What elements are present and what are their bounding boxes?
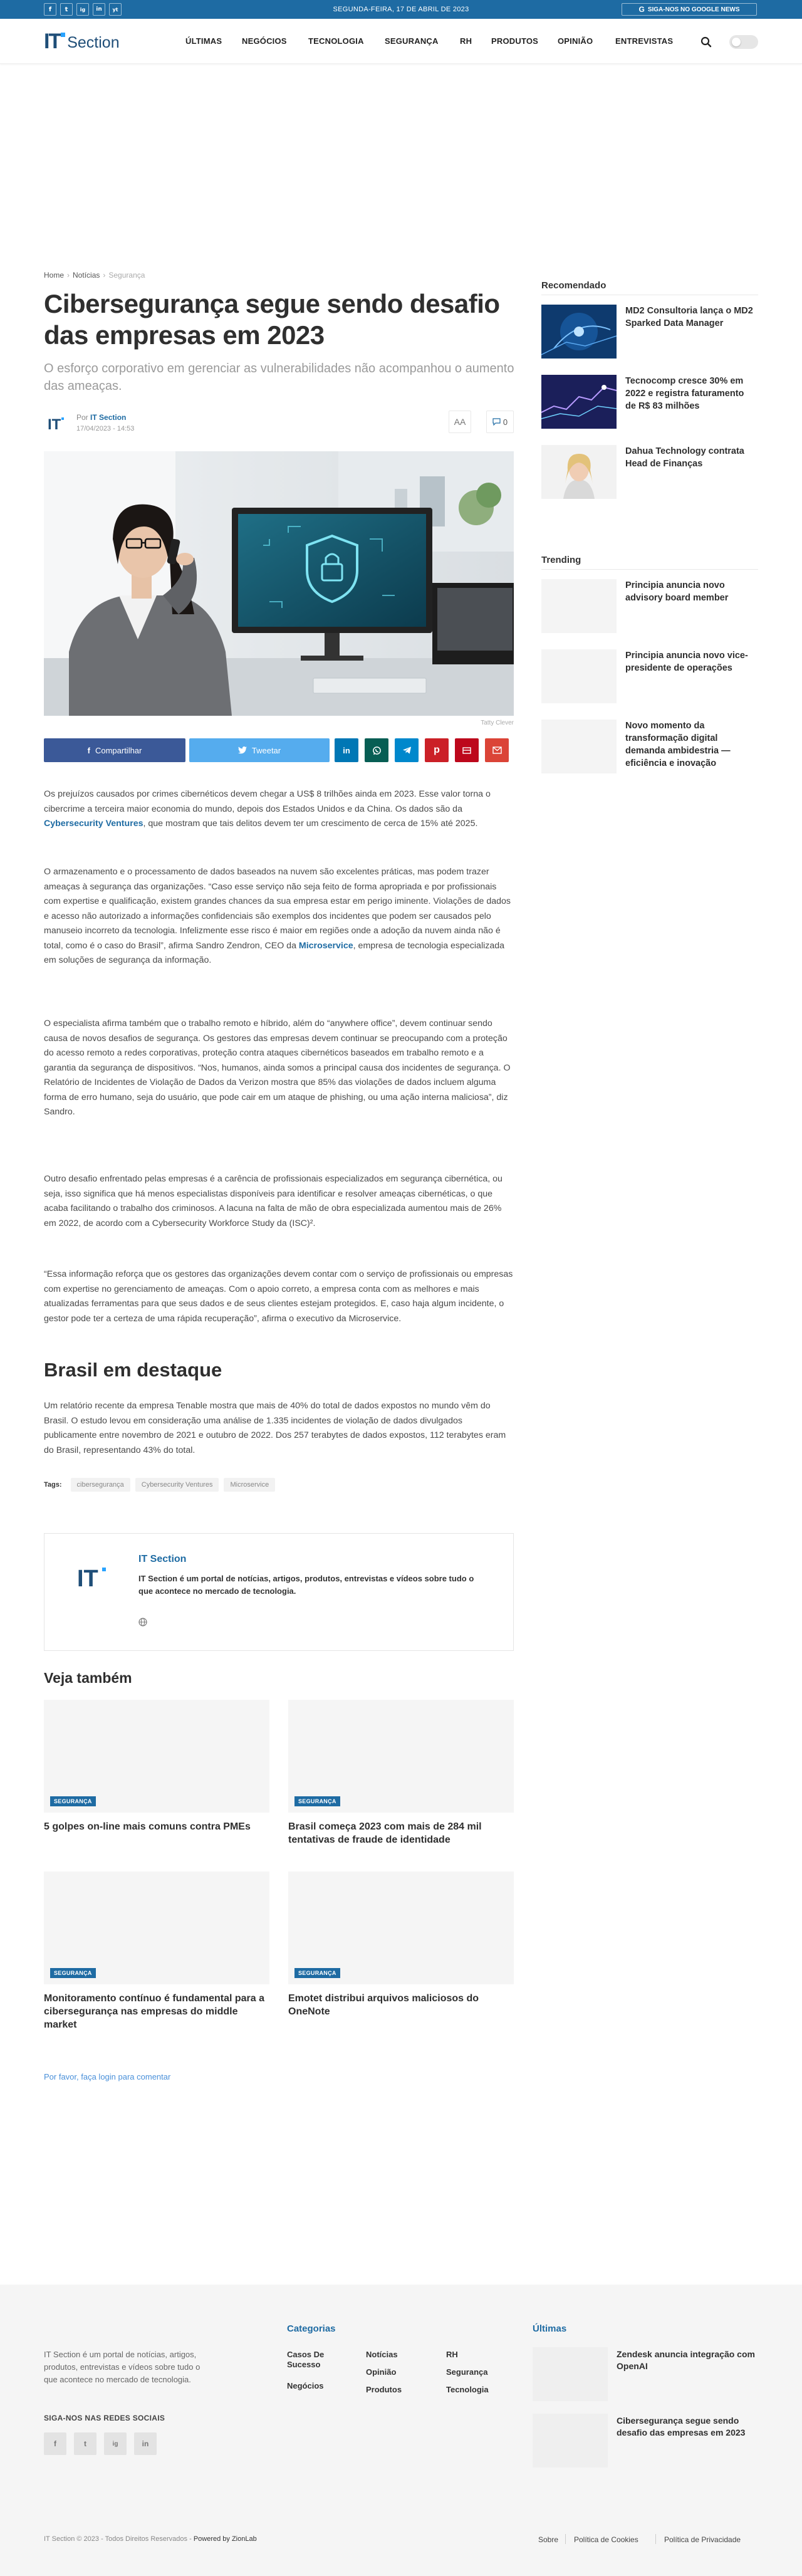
article-paragraph-2 xyxy=(44,865,514,968)
recommended-thumbnail[interactable] xyxy=(541,445,617,499)
related-title[interactable]: 5 golpes on-line mais comuns contra PMEs xyxy=(44,1821,251,1832)
recommended-heading: Recomendado xyxy=(541,280,607,291)
telegram-icon xyxy=(402,746,412,755)
trending-thumbnail[interactable] xyxy=(541,649,617,703)
article-paragraph-3: O especialista afirma também que o trabalho remoto e híbrido, além do “anywhere office”, devem continuar sendo causa de novos desafios de segurança. Os gestores das empresas devem continuar se preocupando com a proteção do acesso remoto a redes corporativas, proteção contra ataques cibernéticos baseados em trabalho remoto e a garantia da segurança de dispositivos. “Nos, humanos, ainda somos a principal causa dos incidentes de segurança. O Relatório de Incidentes de Violação de Dados da Verizon mostra que 85% das violações de dados incluem alguma forma de erro humano, seja do usuário, que pode cair em um ataque de phishing, ou uma ação interna maliciosa”, diz Sandro. xyxy=(44,1018,511,1117)
footer-link-sobre[interactable]: Sobre xyxy=(538,2535,559,2544)
footer-category-link[interactable]: Segurança xyxy=(446,2367,488,2377)
category-badge[interactable]: SEGURANÇA xyxy=(50,1796,96,1806)
breadcrumb xyxy=(44,271,145,280)
nav-seguranca[interactable]: SEGURANÇA xyxy=(385,36,439,46)
article-paragraph-5: “Essa informação reforça que os gestores das organizações devem contar com o serviço de profissionais ou empresas com expertise no gerenciamento de ameaças. Com o apoio correto, a empresa conta com as melhores e mais atualizadas ferramentas para que seus dados e de seus clientes estejam protegidos. E, caso haja algum incidente, o gestor pode ter a certeza de uma rápida recuperação”, afirma o executivo da Microservice. xyxy=(44,1269,513,1324)
top-bar xyxy=(0,0,802,19)
youtube-icon[interactable]: yt xyxy=(109,3,122,16)
comments-button[interactable] xyxy=(486,411,514,433)
google-news-button[interactable] xyxy=(622,3,757,16)
twitter-icon xyxy=(238,746,247,754)
related-thumbnail[interactable] xyxy=(44,1872,269,1984)
tag-item[interactable]: cibersegurança xyxy=(71,1478,130,1492)
footer-follow-label: SIGA-NOS NAS REDES SOCIAIS xyxy=(44,2414,165,2422)
twitter-icon[interactable]: t xyxy=(74,2432,96,2455)
recommended-title[interactable]: Dahua Technology contrata Head de Finanças xyxy=(625,446,744,469)
nav-ultimas[interactable]: ÚLTIMAS xyxy=(185,36,222,46)
article-date: 17/04/2023 - 14:53 xyxy=(76,425,135,432)
globe-icon[interactable] xyxy=(138,1618,147,1626)
text: , que mostram que tais delitos devem ter um crescimento de cerca de 15% até 2025. xyxy=(143,819,478,829)
author-avatar[interactable] xyxy=(44,412,66,435)
chevron-right-icon: › xyxy=(67,271,70,280)
article-paragraph-6: Um relatório recente da empresa Tenable mostra que mais de 40% do total de dados expostos no mundo vêm do Brasil. O estudo levou em consideração uma análise de 1.335 incidentes de violação de dados divulgados publicamente entre novembro de 2021 e outubro de 2022. Dos 257 terabytes de dados expostos, 112 terabytes eram do Brasil, representando 43% do total. xyxy=(44,1401,506,1455)
author-box-logo[interactable] xyxy=(72,1559,110,1596)
footer-link-cookies[interactable]: Política de Cookies xyxy=(574,2535,638,2544)
related-title[interactable]: Emotet distribui arquivos maliciosos do OneNote xyxy=(288,1993,479,2017)
footer-latest-heading: Últimas xyxy=(533,2323,567,2334)
author-box xyxy=(44,1533,514,1651)
share-email-button[interactable] xyxy=(485,738,509,762)
article-title: Cibersegurança segue sendo desafio das empresas em 2023 xyxy=(44,289,500,350)
divider xyxy=(655,2534,656,2544)
hero-image xyxy=(44,451,514,716)
share-facebook-label: Compartilhar xyxy=(95,745,142,755)
image-credit: Tatty Clever xyxy=(481,720,514,726)
trending-heading: Trending xyxy=(541,555,581,565)
footer xyxy=(0,2285,802,2576)
copyright-text: IT Section © 2023 - Todos Direitos Reservados - xyxy=(44,2535,194,2543)
tags-label: Tags: xyxy=(44,1481,62,1489)
share-twitter-button[interactable] xyxy=(189,738,330,762)
font-size-button[interactable] xyxy=(449,411,471,433)
linkedin-icon[interactable]: in xyxy=(134,2432,157,2455)
footer-category-link[interactable]: RH xyxy=(446,2350,458,2359)
article-paragraph-4: Outro desafio enfrentado pelas empresas é a carência de profissionais especializados em segurança cibernética, ou seja, isso significa que há menos especialistas disponíveis para identificar e resolver ameaças cibernéticas, o que acaba facilitando o trabalho dos criminosos. A lacuna na falta de mão de obra especializada aumentou mais de 26% em 2022, de acordo com a Cybersecurity Workforce Study da (ISC)². xyxy=(44,1174,503,1228)
linkedin-icon[interactable]: in xyxy=(93,3,105,16)
related-title[interactable]: Brasil começa 2023 com mais de 284 mil tentativas de fraude de identidade xyxy=(288,1821,482,1845)
share-stumble-button[interactable] xyxy=(455,738,479,762)
footer-category-link[interactable]: Notícias xyxy=(366,2350,398,2359)
cybersecurity-ventures-link[interactable]: Cybersecurity Ventures xyxy=(44,819,143,829)
current-date: SEGUNDA-FEIRA, 17 DE ABRIL DE 2023 xyxy=(333,6,469,13)
author-box-name[interactable]: IT Section xyxy=(138,1554,187,1564)
section-heading: Brasil em destaque xyxy=(44,1359,222,1381)
instagram-icon[interactable]: ig xyxy=(104,2432,127,2455)
article-subtitle: O esforço corporativo em gerenciar as vulnerabilidades não acompanhou o aumento das ameaças. xyxy=(44,362,514,393)
recommended-thumbnail[interactable] xyxy=(541,305,617,359)
author-box-description: IT Section é um portal de notícias, artigos, produtos, entrevistas e vídeos sobre tudo o que acontece no mercado de tecnologia. xyxy=(138,1574,474,1596)
instagram-icon[interactable]: ig xyxy=(76,3,89,16)
footer-category-link[interactable]: Tecnologia xyxy=(446,2385,489,2394)
nav-rh[interactable]: RH xyxy=(460,36,472,46)
whatsapp-icon xyxy=(372,746,382,755)
copyright xyxy=(44,2535,257,2543)
tag-item[interactable]: Microservice xyxy=(224,1478,275,1492)
trending-title[interactable]: Principia anuncia novo advisory board member xyxy=(625,580,729,603)
logo-dot xyxy=(61,33,65,37)
divider xyxy=(541,569,758,570)
nav-tecnologia[interactable]: TECNOLOGIA xyxy=(308,36,364,46)
trending-thumbnail[interactable] xyxy=(541,720,617,773)
tags-row xyxy=(44,1478,275,1492)
related-thumbnail[interactable] xyxy=(288,1700,514,1813)
facebook-icon: f xyxy=(87,745,90,755)
share-twitter-label: Tweetar xyxy=(251,745,281,755)
trending-thumbnail[interactable] xyxy=(541,579,617,633)
linkedin-icon: in xyxy=(343,745,350,755)
recommended-title[interactable]: MD2 Consultoria lança o MD2 Sparked Data Manager xyxy=(625,306,753,328)
login-to-comment-link[interactable]: Por favor, faça login para comentar xyxy=(44,2072,171,2081)
footer-categories-heading: Categorias xyxy=(287,2323,336,2334)
byline xyxy=(76,413,126,422)
svg-text:IT: IT xyxy=(77,1566,98,1592)
related-heading: Veja também xyxy=(44,1670,132,1686)
comment-count: 0 xyxy=(503,417,508,427)
text: , empresa de tecnologia especializada em soluções de segurança da informação. xyxy=(44,940,505,965)
microservice-link[interactable]: Microservice xyxy=(298,940,353,951)
share-linkedin-button[interactable] xyxy=(335,738,358,762)
related-thumbnail[interactable] xyxy=(44,1700,269,1813)
author-link[interactable]: IT Section xyxy=(90,413,127,422)
breadcrumb-home[interactable]: Home xyxy=(44,271,65,280)
footer-category-link[interactable]: Opinião xyxy=(366,2367,397,2377)
footer-category-link[interactable]: Negócios xyxy=(287,2381,324,2390)
breadcrumb-seguranca: Segurança xyxy=(108,271,145,280)
category-badge[interactable]: SEGURANÇA xyxy=(294,1968,340,1978)
text: O armazenamento e o processamento de dados baseados na nuvem são excelentes práticas, mas podem trazer ameaças à segurança das organizações. “Caso esse serviço não seja feito de forma apropriada e por profissionais com expertise e qualificação, existem grandes chances da sua empresa estar em perigo iminente. Violações de dados e acesso não autorizado a informações confidenciais são exemplos dos incidentes que podem ser causados pelo manuseio incorreto da tecnologia. Infelizmente esse risco é maior em regiões onde a adoção da nuvem ainda não é total, como é o caso do Brasil”, afirma Sandro Zendron, CEO da xyxy=(44,867,511,951)
related-title[interactable]: Monitoramento contínuo é fundamental para a cibersegurança nas empresas do middle market xyxy=(44,1993,265,2030)
footer-link-privacidade[interactable]: Política de Privacidade xyxy=(664,2535,741,2544)
trending-title[interactable]: Novo momento da transformação digital demanda ambidestria — eficiência e inovação xyxy=(625,721,731,768)
article-paragraph-1 xyxy=(44,787,514,832)
share-whatsapp-button[interactable] xyxy=(365,738,388,762)
breadcrumb-noticias[interactable]: Notícias xyxy=(73,271,100,280)
footer-category-link[interactable]: Casos De Sucesso xyxy=(287,2350,325,2369)
divider xyxy=(565,2534,566,2544)
email-icon xyxy=(492,746,502,754)
nav-negocios[interactable]: NEGÓCIOS xyxy=(242,36,287,46)
powered-by-link[interactable]: Powered by ZionLab xyxy=(193,2535,257,2543)
nav-opiniao[interactable]: OPINIÃO xyxy=(558,36,593,46)
footer-latest-thumbnail[interactable] xyxy=(533,2347,608,2401)
category-badge[interactable]: SEGURANÇA xyxy=(294,1796,340,1806)
text: Os prejuízos causados por crimes cibernéticos devem chegar a US$ 8 trilhões ainda em 2023. Esse valor torna o cibercrime a terceira maior economia do mundo, depois dos Estados Unidos e da China. Os dados são da xyxy=(44,789,491,814)
tag-item[interactable]: Cybersecurity Ventures xyxy=(135,1478,219,1492)
google-news-label: SIGA-NOS NO GOOGLE NEWS xyxy=(647,6,740,13)
logo-section: Section xyxy=(67,34,120,51)
share-facebook-button[interactable] xyxy=(44,738,185,762)
related-thumbnail[interactable] xyxy=(288,1872,514,1984)
main-header xyxy=(0,19,802,64)
site-logo[interactable] xyxy=(44,28,120,55)
logo-it: IT xyxy=(44,29,61,53)
footer-description: IT Section é um portal de notícias, artigos, produtos, entrevistas e vídeos sobre tudo o que acontece no mercado de tecnologia. xyxy=(44,2350,200,2384)
nav-produtos[interactable]: PRODUTOS xyxy=(491,36,539,46)
twitter-icon[interactable]: t xyxy=(60,3,73,16)
font-size-icon: AA xyxy=(454,417,466,427)
pinterest-icon: p xyxy=(434,745,440,755)
by-label: Por xyxy=(76,413,88,422)
nav-entrevistas[interactable]: ENTREVISTAS xyxy=(615,36,674,46)
toggle-knob xyxy=(732,38,741,46)
trending-title[interactable]: Principia anuncia novo vice-presidente de operações xyxy=(625,651,748,673)
google-icon: G xyxy=(638,5,645,14)
facebook-icon[interactable]: f xyxy=(44,2432,66,2455)
facebook-icon[interactable]: f xyxy=(44,3,56,16)
svg-text:IT: IT xyxy=(48,416,61,433)
search-icon[interactable] xyxy=(700,36,712,48)
recommended-title[interactable]: Tecnocomp cresce 30% em 2022 e registra faturamento de R$ 83 milhões xyxy=(625,376,744,411)
stumble-icon xyxy=(462,746,471,755)
comment-icon xyxy=(492,418,501,426)
recommended-thumbnail[interactable] xyxy=(541,375,617,429)
footer-latest-title[interactable]: Zendesk anuncia integração com OpenAI xyxy=(617,2349,755,2371)
footer-latest-thumbnail[interactable] xyxy=(533,2414,608,2468)
share-pinterest-button[interactable] xyxy=(425,738,449,762)
share-telegram-button[interactable] xyxy=(395,738,419,762)
category-badge[interactable]: SEGURANÇA xyxy=(50,1968,96,1978)
dark-mode-toggle[interactable] xyxy=(729,35,758,49)
footer-category-link[interactable]: Produtos xyxy=(366,2385,402,2394)
chevron-right-icon: › xyxy=(103,271,106,280)
footer-latest-title[interactable]: Cibersegurança segue sendo desafio das empresas em 2023 xyxy=(617,2416,746,2437)
